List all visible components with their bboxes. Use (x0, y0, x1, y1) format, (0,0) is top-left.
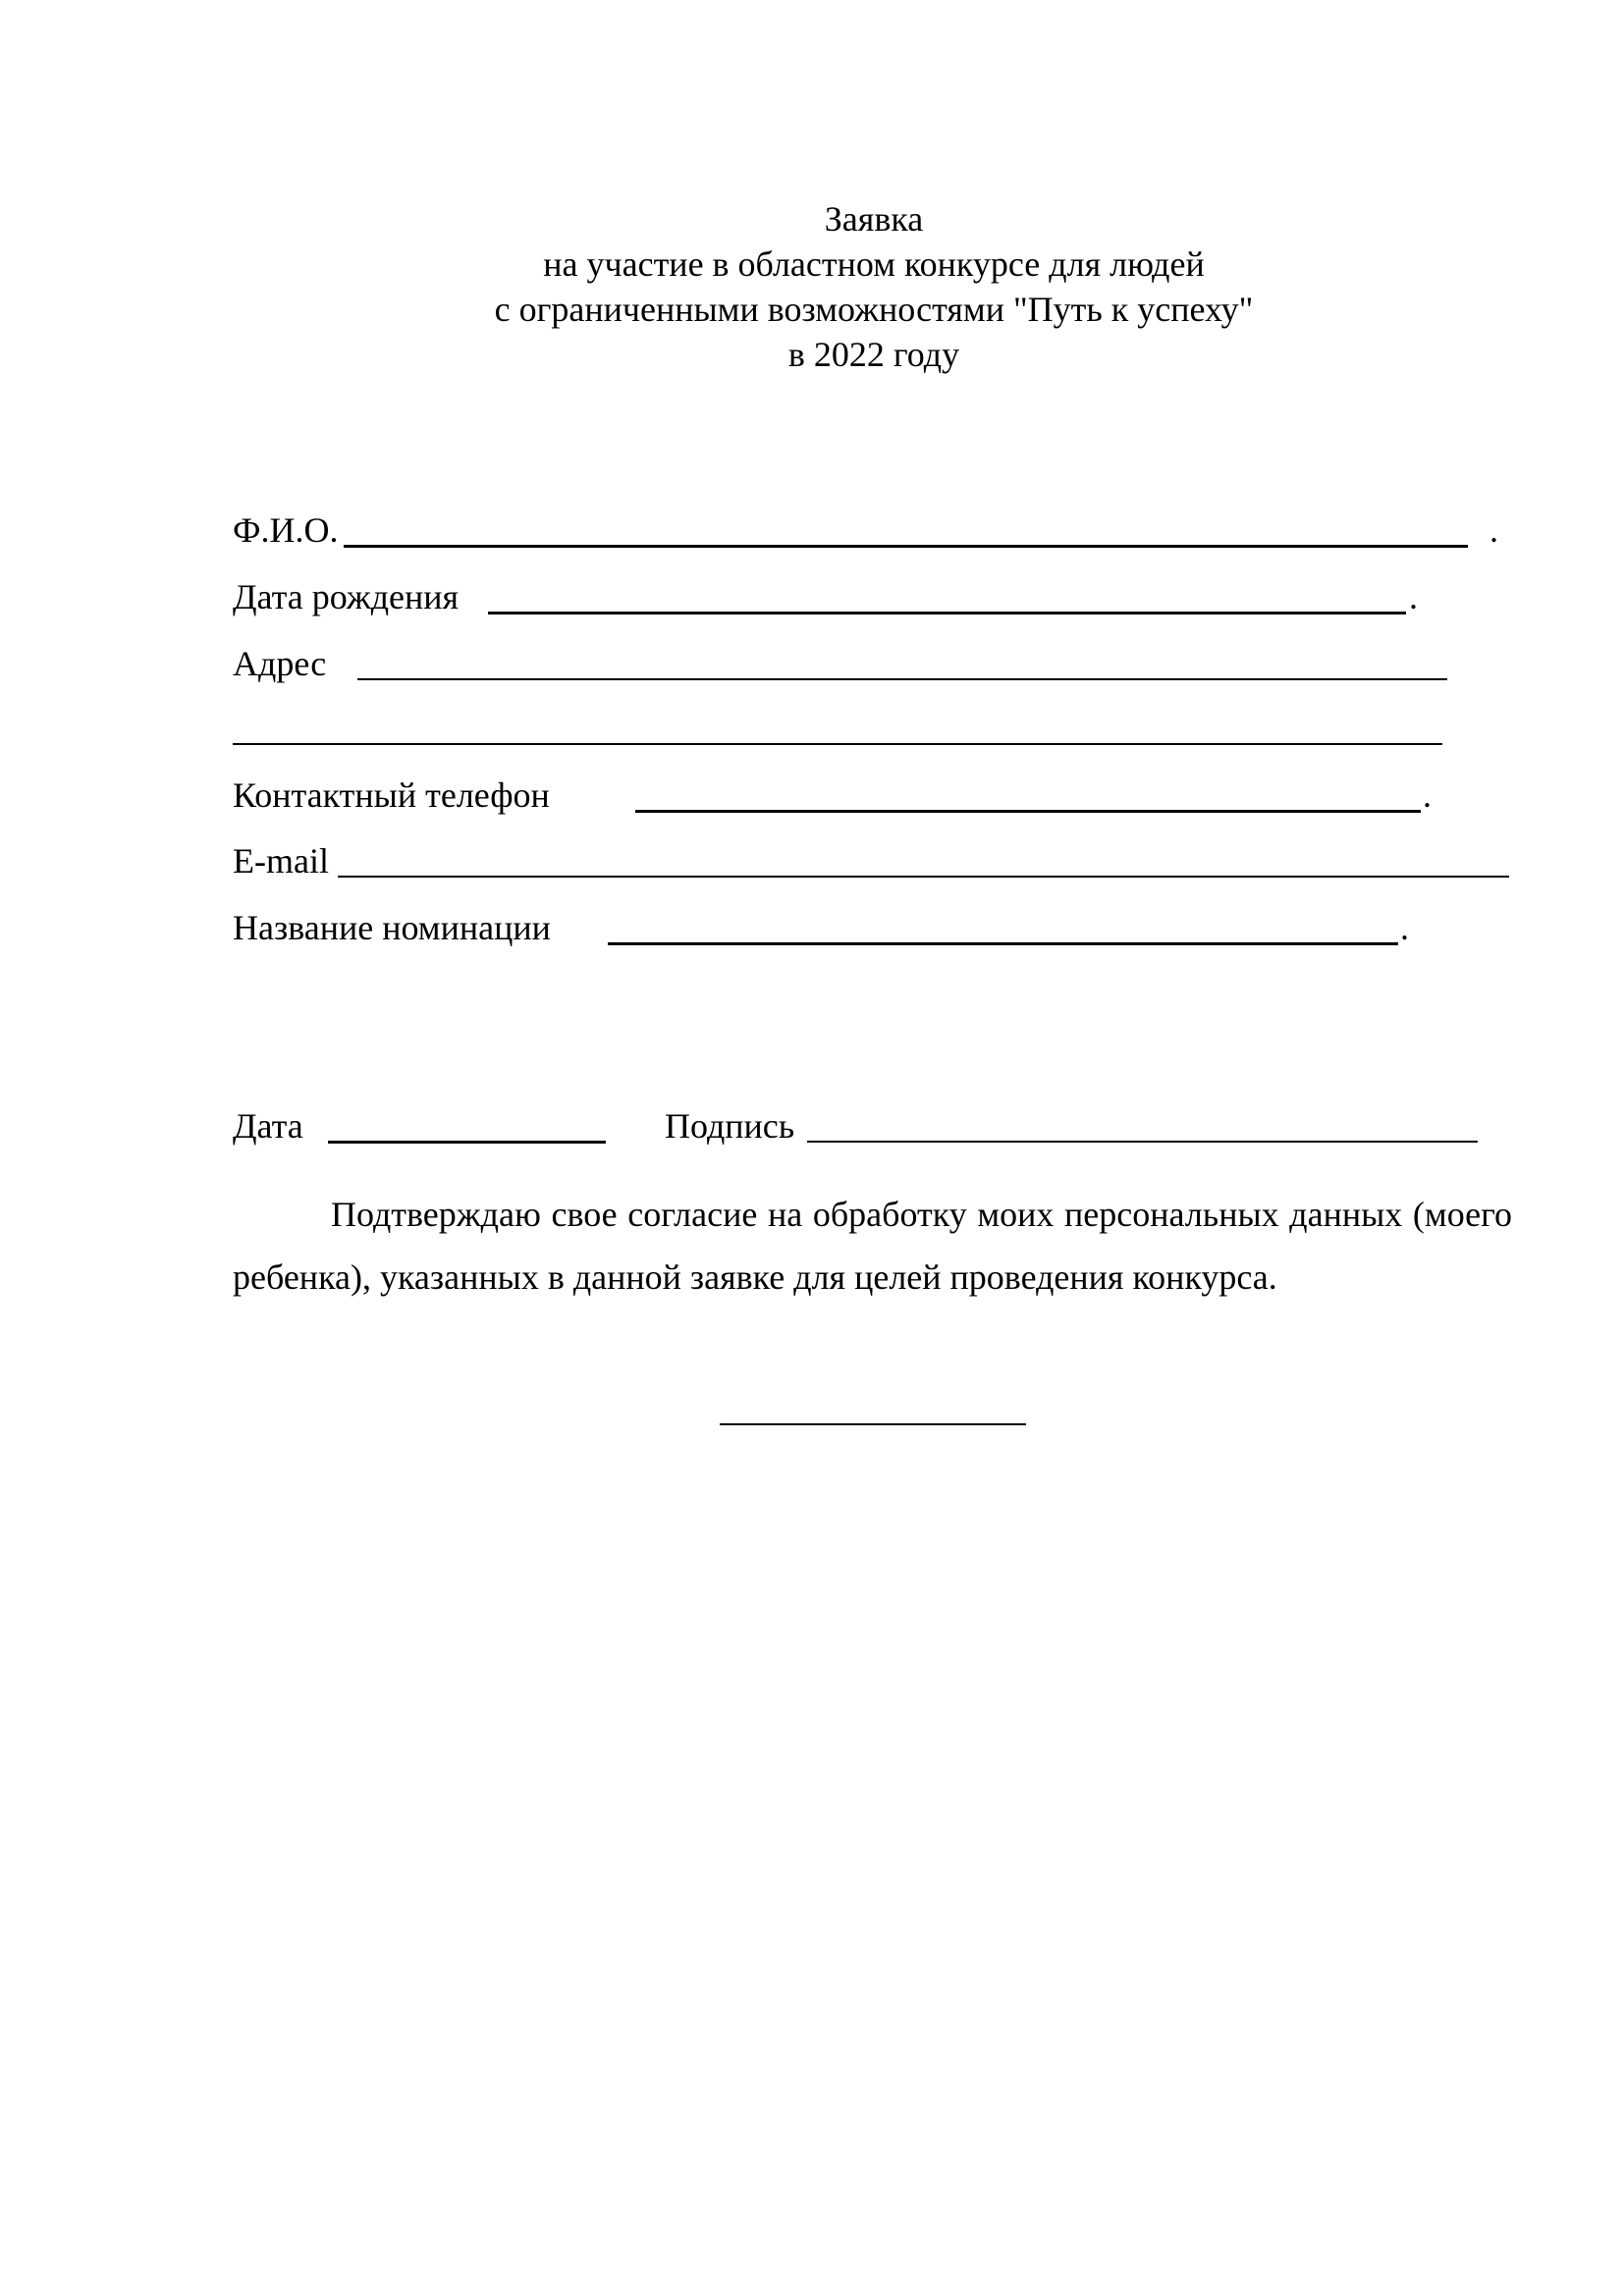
document-title (0, 196, 1624, 377)
fio-label: Ф.И.О. (233, 510, 339, 550)
date-field[interactable] (328, 1141, 606, 1144)
consent-signature-field[interactable] (720, 1423, 1026, 1425)
email-field[interactable] (338, 876, 1509, 878)
fio-period: . (1489, 510, 1498, 550)
address-field[interactable] (357, 678, 1447, 680)
nomination-label: Название номинации (233, 908, 551, 947)
address-label: Адрес (233, 644, 327, 683)
sign-label: Подпись (665, 1106, 795, 1146)
consent-text: Подтверждаю свое согласие на обработку моих персональных данных (моего ребенка), указанных в данной заявке для целей проведения конкурса. (233, 1195, 1512, 1297)
sign-field[interactable] (807, 1141, 1478, 1143)
signature-row (233, 1101, 1529, 1150)
consent-block (233, 1183, 1512, 1308)
phone-period: . (1423, 775, 1432, 815)
title-line-4: в 2022 году (787, 335, 960, 374)
phone-field[interactable] (635, 810, 1421, 813)
title-line-3: с ограниченными возможностями "Путь к успеху" (494, 290, 1254, 329)
birth-label: Дата рождения (233, 577, 460, 616)
email-label: E-mail (233, 841, 329, 881)
title-line-1: Заявка (824, 199, 924, 239)
birth-field[interactable] (488, 612, 1406, 614)
nomination-field[interactable] (608, 942, 1398, 945)
title-line-2: на участие в областном конкурсе для людей (543, 244, 1205, 284)
phone-label: Контактный телефон (233, 775, 550, 815)
birth-period: . (1409, 577, 1418, 616)
fio-field[interactable] (344, 545, 1468, 548)
date-label: Дата (233, 1106, 303, 1146)
nomination-period: . (1400, 908, 1409, 947)
address-field-2[interactable] (233, 743, 1442, 745)
